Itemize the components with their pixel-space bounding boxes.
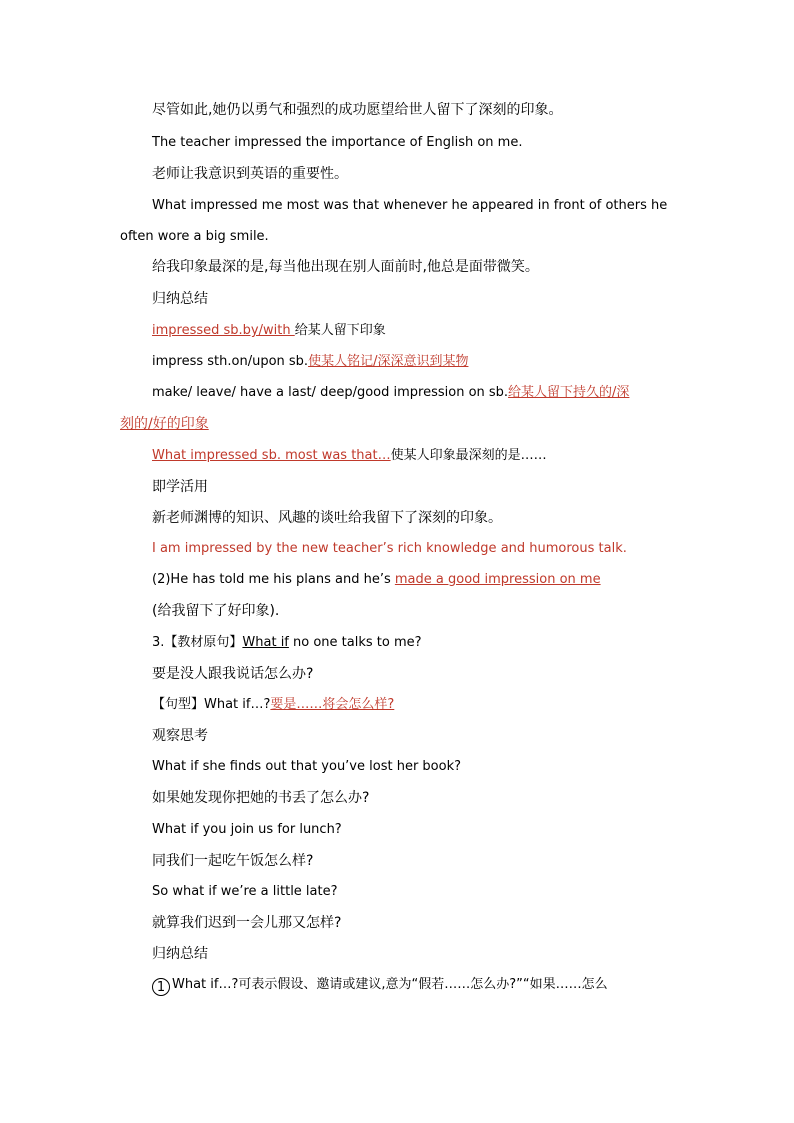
text-span: (2)He has told me his plans and he’s (152, 572, 395, 587)
section-heading: 即学活用 (152, 479, 208, 495)
text-span: 使某人印象最深刻的是…… (390, 448, 547, 463)
text-line: 尽管如此,她仍以勇气和强烈的成功愿望给世人留下了深刻的印象。 (152, 102, 563, 118)
text-line (152, 446, 692, 466)
text-span: make/ leave/ have a last/ deep/good impression on sb. (152, 385, 509, 400)
text-line: So what if we’re a little late? (152, 884, 338, 899)
text-span: impress sth.on/upon sb. (152, 354, 309, 369)
text-line: 要是没人跟我说话怎么办? (152, 666, 314, 682)
text-span: no one talks to me? (288, 635, 422, 650)
answer-text: 要是……将会怎么样? (270, 697, 395, 712)
text-span: 3.【教材原句】 (152, 635, 243, 650)
text-line (152, 352, 692, 372)
answer-text: 使某人铭记/深深意识到某物 (308, 354, 469, 369)
circled-number: 1 (152, 978, 170, 996)
text-line: What if she finds out that you’ve lost her book? (152, 759, 462, 774)
answer-text: 给某人留下持久的/深 (508, 385, 630, 400)
text-span: 【句型】What if…? (152, 697, 271, 712)
text-line (152, 321, 692, 341)
text-line: 给我印象最深的是,每当他出现在别人面前时,他总是面带微笑。 (152, 259, 539, 275)
text-line (152, 570, 692, 590)
underlined-text: What if (242, 635, 289, 650)
section-heading: 观察思考 (152, 728, 208, 744)
text-line: 就算我们迟到一会儿那又怎样? (152, 915, 342, 931)
answer-text: I am impressed by the new teacher’s rich knowledge and humorous talk. (152, 541, 627, 556)
section-heading: 归纳总结 (152, 291, 208, 307)
text-line: The teacher impressed the importance of English on me. (152, 135, 523, 150)
answer-text: 刻的/好的印象 (120, 416, 209, 432)
text-line (152, 695, 692, 715)
text-span: What if…?可表示假设、邀请或建议,意为“假若……怎么办?”“如果……怎么 (172, 977, 608, 992)
answer-text: impressed sb.by/with (152, 323, 295, 338)
section-heading: 归纳总结 (152, 946, 208, 962)
text-line (152, 975, 692, 996)
answer-text: made a good impression on me (394, 572, 601, 587)
text-line (120, 414, 660, 434)
text-line: What impressed me most was that whenever he appeared in front of others he (152, 198, 668, 213)
text-line (152, 633, 692, 653)
text-line: 如果她发现你把她的书丢了怎么办? (152, 790, 370, 806)
text-line: 老师让我意识到英语的重要性。 (152, 166, 348, 182)
text-line: often wore a big smile. (120, 229, 269, 244)
text-span: 给某人留下印象 (294, 323, 386, 338)
answer-text: What impressed sb. most was that… (152, 448, 391, 463)
text-line: What if you join us for lunch? (152, 822, 342, 837)
text-line (152, 383, 692, 403)
text-line: (给我留下了好印象). (152, 603, 280, 619)
text-line: 同我们一起吃午饭怎么样? (152, 853, 314, 869)
text-line: 新老师渊博的知识、风趣的谈吐给我留下了深刻的印象。 (152, 510, 502, 526)
